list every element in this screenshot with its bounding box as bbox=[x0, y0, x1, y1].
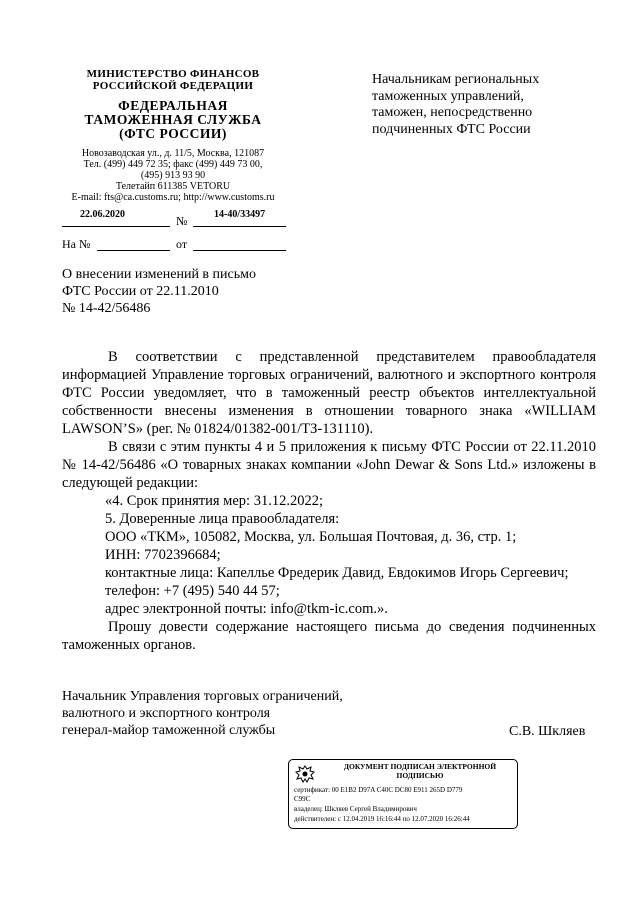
stamp-title-line-2: ПОДПИСЬЮ bbox=[396, 771, 444, 780]
subject bbox=[62, 266, 256, 317]
service-line-2: ТАМОЖЕННАЯ СЛУЖБА bbox=[84, 112, 262, 127]
amendment-item-5: контактные лица: Капеллье Фредерик Давид, Евдокимов Игорь Сергеевич; bbox=[105, 565, 569, 581]
addressee bbox=[372, 72, 539, 138]
registration-number: 14-40/33497 bbox=[214, 209, 266, 220]
stamp-title bbox=[327, 762, 513, 780]
electronic-signature-stamp bbox=[288, 759, 518, 829]
signatory-position-line-3: генерал-майор таможенной службы bbox=[62, 723, 276, 738]
signatory-position-line-2: валютного и экспортного контроля bbox=[62, 706, 271, 721]
address-line-2: Тел. (499) 449 72 35; факс (499) 449 73 00, bbox=[83, 159, 263, 170]
service-line-1: ФЕДЕРАЛЬНАЯ bbox=[118, 98, 228, 113]
amendment-item-7: адрес электронной почты: info@tkm-ic.com.». bbox=[105, 601, 388, 617]
addressee-line-3: таможен, непосредственно bbox=[372, 105, 533, 120]
amendment-item-2: 5. Доверенные лица правообладателя: bbox=[105, 511, 340, 527]
signatory-position bbox=[62, 688, 343, 739]
amendment-item-3: ООО «ТКМ», 105082, Москва, ул. Большая Почтовая, д. 36, стр. 1; bbox=[105, 529, 517, 545]
addressee-line-4: подчиненных ФТС России bbox=[372, 121, 531, 137]
ministry-line-2: РОССИЙСКОЙ ФЕДЕРАЦИИ bbox=[92, 80, 254, 92]
registration-number-sign: № bbox=[176, 214, 188, 228]
reference-number-line bbox=[97, 250, 170, 251]
reference-label: На № bbox=[62, 237, 91, 251]
body-paragraph-1: В соответствии с представленной представителем правообладателя информацией Управление торговых ограничений, валютного и экспортного контроля ФТС России уведомляет, что в таможенный реестр объектов интеллектуальной собственности внесены изменения в отношении товарного знака «WILLIAM LAWSON’S» (рег. № 01824/01382-001/ТЗ-131110). bbox=[62, 349, 596, 437]
body-paragraph-2: В связи с этим пункты 4 и 5 приложения к письму ФТС России от 22.11.2010 № 14-42/56486 «О товарных знаках компании «John Dewar & Sons Ltd.» изложены в следующей редакции: bbox=[62, 439, 596, 491]
address-line-4: Телетайп 611385 VETORU bbox=[115, 181, 231, 192]
address-line-3: (495) 913 93 90 bbox=[140, 170, 206, 181]
subject-line-1: О внесении изменений в письмо bbox=[62, 267, 256, 282]
registration-date: 22.06.2020 bbox=[80, 209, 125, 220]
letter-body bbox=[62, 348, 596, 654]
stamp-owner: владелец: Шкляев Сергей Владимирович bbox=[294, 805, 417, 813]
signatory-position-line-1: Начальник Управления торговых ограничений, bbox=[62, 689, 343, 704]
emblem-icon bbox=[294, 764, 316, 784]
registration-number-line bbox=[193, 226, 286, 227]
stamp-certificate-line-1: сертификат: 00 E1B2 D97A C40C DC80 E911 265D D779 bbox=[294, 786, 463, 794]
stamp-validity: действителен: с 12.04.2019 16:16:44 по 12.07.2020 16:26:44 bbox=[294, 815, 470, 823]
signatory-name: С.В. Шкляев bbox=[509, 724, 586, 739]
subject-line-2: ФТС России от 22.11.2010 bbox=[62, 284, 219, 299]
reference-from-label: от bbox=[176, 237, 188, 251]
service-line-3: (ФТС РОССИИ) bbox=[119, 126, 227, 141]
ministry-line-1: МИНИСТЕРСТВО ФИНАНСОВ bbox=[86, 68, 260, 80]
amendment-item-4: ИНН: 7702396684; bbox=[105, 547, 221, 563]
letterhead bbox=[58, 68, 288, 203]
registration-date-line bbox=[62, 226, 170, 227]
body-paragraph-3: Прошу довести содержание настоящего письма до сведения подчиненных таможенных органов. bbox=[62, 619, 596, 653]
subject-line-3: № 14-42/56486 bbox=[62, 301, 151, 316]
addressee-line-2: таможенных управлений, bbox=[372, 88, 524, 104]
amendment-item-1: «4. Срок принятия мер: 31.12.2022; bbox=[105, 493, 323, 509]
address-line-1: Новозаводская ул., д. 11/5, Москва, 121087 bbox=[81, 148, 265, 159]
stamp-title-line-1: ДОКУМЕНТ ПОДПИСАН ЭЛЕКТРОННОЙ bbox=[343, 762, 497, 771]
address-line-5: E-mail: fts@ca.customs.ru; http://www.customs.ru bbox=[71, 192, 275, 203]
amendment-item-6: телефон: +7 (495) 540 44 57; bbox=[105, 583, 280, 599]
stamp-certificate-line-2: C99C bbox=[294, 795, 311, 803]
addressee-line-1: Начальникам региональных bbox=[372, 72, 540, 87]
reference-date-line bbox=[193, 250, 286, 251]
